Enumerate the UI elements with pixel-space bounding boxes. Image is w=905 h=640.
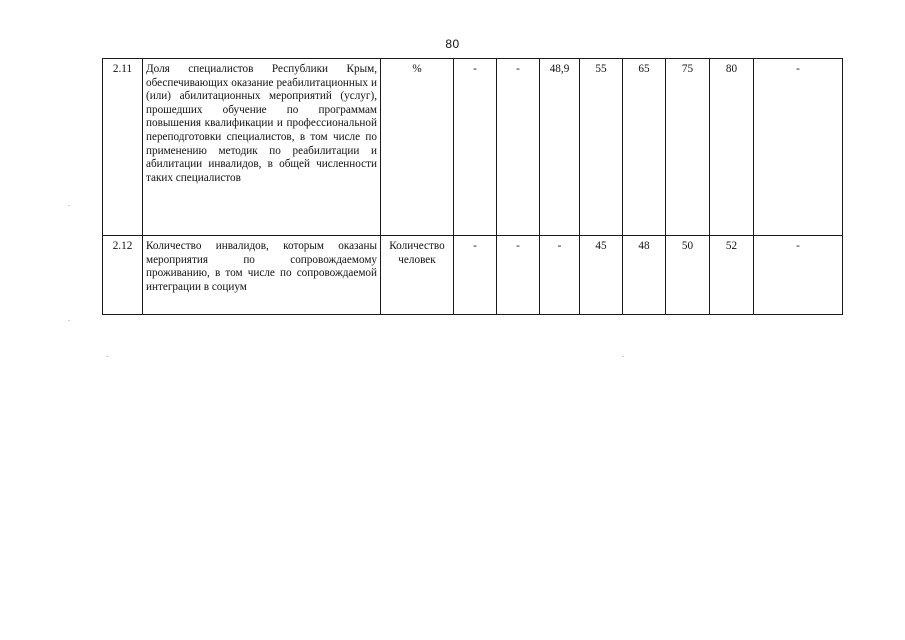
value-cell: -	[754, 59, 843, 236]
scan-speck	[68, 205, 70, 206]
indicators-table	[102, 58, 843, 315]
value-cell: -	[497, 236, 540, 315]
scan-speck	[106, 356, 108, 357]
value-cell: 50	[666, 236, 710, 315]
unit-cell: %	[381, 59, 454, 236]
value-cell: 48	[623, 236, 666, 315]
unit-cell: Количество человек	[381, 236, 454, 315]
value-cell: 75	[666, 59, 710, 236]
table-row	[103, 59, 843, 236]
value-cell: -	[454, 59, 497, 236]
scan-speck	[622, 356, 624, 357]
value-cell: -	[454, 236, 497, 315]
value-cell: 55	[580, 59, 623, 236]
value-cell: 52	[710, 236, 754, 315]
value-cell: -	[497, 59, 540, 236]
value-cell: -	[754, 236, 843, 315]
value-cell: 65	[623, 59, 666, 236]
value-cell: 45	[580, 236, 623, 315]
table-row	[103, 236, 843, 315]
scan-speck	[68, 320, 70, 321]
page-number: 80	[445, 37, 460, 51]
value-cell: 80	[710, 59, 754, 236]
row-number: 2.12	[103, 236, 143, 315]
indicator-name: Количество инвалидов, которым оказаны мероприятия по сопровождаемому проживанию, в том числе по сопровождаемой интеграции в социум	[143, 236, 381, 315]
value-cell: 48,9	[540, 59, 580, 236]
value-cell: -	[540, 236, 580, 315]
indicator-name: Доля специалистов Республики Крым, обеспечивающих оказание реабилитационных и (или) абилитационных мероприятий (услуг), прошедших обучение по программам повышения квалификации и профессиональной переподготовки специалистов, в том числе по применению методик по реабилитации и абилитации инвалидов, в общей численности таких специалистов	[143, 59, 381, 236]
row-number: 2.11	[103, 59, 143, 236]
